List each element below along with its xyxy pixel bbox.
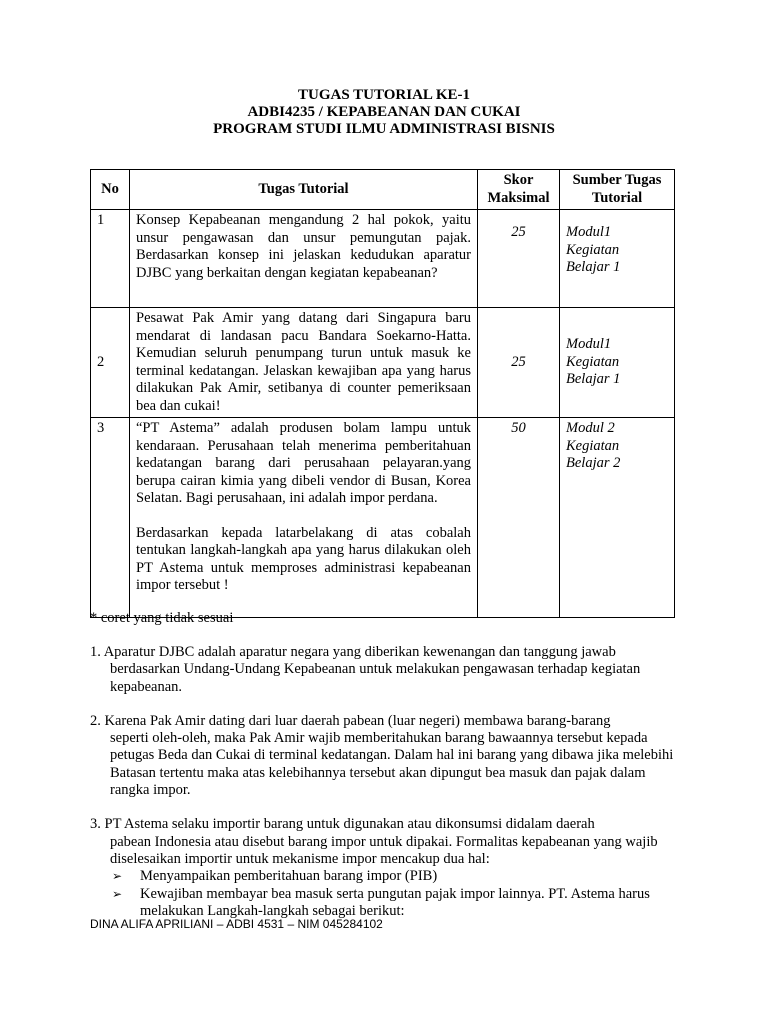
table-row [91,418,675,618]
document-heading [0,87,768,138]
row-task: Konsep Kepabeanan mengandung 2 hal pokok, yaitu unsur pengawasan dan unsur pemungutan pajak. Berdasarkan konsep ini jelaskan kedudukan aparatur DJBC yang berkaitan dengan kegiatan kepabeanan? [130,210,478,308]
table-row [91,210,675,308]
header-source: Sumber Tugas Tutorial [560,170,675,210]
footnote: * coret yang tidak sesuai [90,610,234,626]
formalities-list [90,868,680,920]
tutorial-task-table [90,169,675,618]
table-row [91,308,675,418]
row-source: Modul1 Kegiatan Belajar 1 [560,308,675,418]
page-footer: DINA ALIFA APRILIANI – ADBI 4531 – NIM 045284102 [90,917,383,931]
row-number: 3 [91,418,130,618]
answer-item: 3. PT Astema selaku importir barang untuk digunakan atau dikonsumsi didalam daerah pabean Indonesia atau disebut barang impor untuk dipakai. Formalitas kepabeanan yang wajib diselesaikan importir untuk mekanisme impor mencakup dua hal: [90,816,658,867]
heading-title: TUGAS TUTORIAL KE-1 [298,87,470,103]
arrow-bullet-icon: ➢ [112,886,123,901]
row-number: 1 [91,210,130,308]
answer-item: 1. Aparatur DJBC adalah aparatur negara yang diberikan kewenangan dan tanggung jawab berdasarkan Undang-Undang Kepabeanan untuk melakukan pengawasan terhadap kegiatan kepabeanan. [90,644,641,695]
row-task: “PT Astema” adalah produsen bolam lampu untuk kendaraan. Perusahaan telah menerima pemberitahuan kedatangan barang dari perusahaan pelayaran.yang berupa cairan kimia yang dibeli vendor di Busan, Korea Selatan. Bagi perusahaan, ini adalah impor perdana. Berdasarkan kepada latarbelakang di atas cobalah tentukan langkah-langkah apa yang harus dilakukan oleh PT Astema untuk memproses administrasi kepabeanan impor tersebut ! [130,418,478,618]
row-score: 50 [478,418,560,618]
row-task: Pesawat Pak Amir yang datang dari Singapura baru mendarat di landasan pacu Bandara Soekarno-Hatta. Kemudian seluruh penumpang turun untuk masuk ke terminal kedatangan. Jelaskan kewajiban apa yang harus dilakukan Pak Amir, setibanya di counter pemeriksaan bea dan cukai! [130,308,478,418]
heading-course: ADBI4235 / KEPABEANAN DAN CUKAI [247,104,521,120]
heading-program: PROGRAM STUDI ILMU ADMINISTRASI BISNIS [213,121,555,137]
answer-item: 2. Karena Pak Amir dating dari luar daerah pabean (luar negeri) membawa barang-barang seperti oleh-oleh, maka Pak Amir wajib memberitahukan barang bawaannya tersebut kepada petugas Beda dan Cukai di terminal kedatangan. Dalam hal ini barang yang dibawa jika melebihi Batasan tertentu maka atas kelebihannya tersebut akan dipungut bea masuk dan pajak dalam rangka impor. [90,712,674,799]
header-score: Skor Maksimal [478,170,560,210]
row-score: 25 [478,210,560,308]
list-item: ➢ Kewajiban membayar bea masuk serta pungutan pajak impor lainnya. PT. Astema harus melakukan Langkah-langkah sebagai berikut: [112,885,650,919]
row-score: 25 [478,308,560,418]
arrow-bullet-icon: ➢ [112,869,123,884]
row-number: 2 [91,308,130,418]
header-no: No [91,170,130,210]
header-task: Tugas Tutorial [130,170,478,210]
row-source: Modul 2 Kegiatan Belajar 2 [560,418,675,618]
table-header-row [91,170,675,210]
list-item: ➢ Menyampaikan pemberitahuan barang impor (PIB) [112,868,438,885]
row-source: Modul1 Kegiatan Belajar 1 [560,210,675,308]
answers-section [90,644,680,920]
